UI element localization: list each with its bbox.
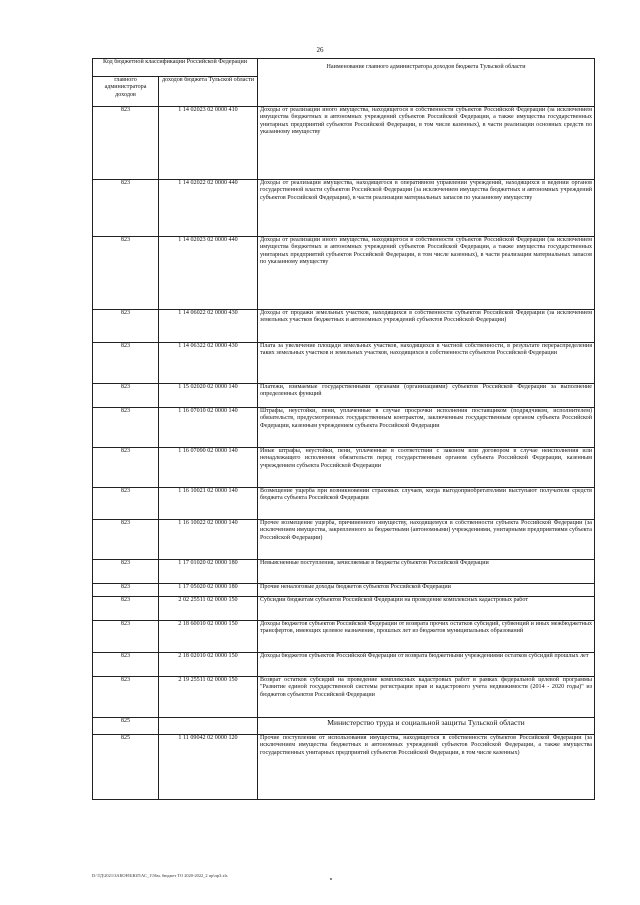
revenue-name-cell: Субсидии бюджетам субъектов Российской Федерации на проведение комплексных кадастровых работ <box>258 597 595 621</box>
revenue-name-cell: Невыясненные поступления, зачисляемые в бюджеты субъектов Российской Федерации <box>258 560 595 584</box>
admin-code-cell: 825 <box>93 718 159 735</box>
table-row <box>93 597 595 621</box>
admin-code-cell: 823 <box>93 384 159 408</box>
revenue-name-cell: Штрафы, неустойки, пени, уплаченные в случае просрочки исполнения поставщиком (подрядчиком, исполнителем) обязательств, предусмотренных государственным контрактом, заключенным государственным органом субъекта Российской Федерации, казенным учреждением субъекта Российской Федерации <box>258 408 595 448</box>
table-row <box>93 584 595 597</box>
budget-code-cell: 1 16 07090 02 0000 140 <box>159 448 258 488</box>
budget-code-cell: 1 11 09042 02 0000 120 <box>159 735 258 800</box>
budget-code-cell: 1 16 10021 02 0000 140 <box>159 488 258 520</box>
budget-code-cell: 2 18 02010 02 0000 150 <box>159 653 258 677</box>
revenue-name-cell: Доходы бюджетов субъектов Российской Федерации от возврата прочих остатков субсидий, субвенций и иных межбюджетных трансфертов, имеющих целевое назначение, прошлых лет из бюджетов муниципальных образований <box>258 621 595 653</box>
revenue-name-cell: Доходы от реализации имущества, находящегося в оперативном управлении учреждений, находящихся в ведении органов государственной власти субъектов Российской Федерации (за исключением имущества бюджетных и автономных учреждений субъектов Российской Федерации), в части реализации материальных запасов по указанному имуществу <box>258 180 595 237</box>
table-row <box>93 384 595 408</box>
admin-code-cell: 823 <box>93 180 159 237</box>
revenue-name-cell: Прочие неналоговые доходы бюджетов субъектов Российской Федерации <box>258 584 595 597</box>
revenue-name-cell: Возврат остатков субсидий на проведение комплексных кадастровых работ в рамках федеральной целевой программы "Развитие единой государственной системы регистрации прав и кадастрового учета недвижимости (2014 - 2020 годы)" из бюджетов субъектов Российской Федерации <box>258 677 595 718</box>
admin-code-cell: 823 <box>93 560 159 584</box>
admin-code-cell: 823 <box>93 621 159 653</box>
budget-code-cell: 1 14 02023 02 0000 440 <box>159 237 258 310</box>
organization-name-cell: Министерство труда и социальной защиты Тульской области <box>258 718 595 735</box>
revenue-name-cell: Платежи, взимаемые государственными органами (организациями) субъектов Российской Федерации за выполнение определенных функций <box>258 384 595 408</box>
budget-code-cell: 1 17 01020 02 0000 180 <box>159 560 258 584</box>
table-row <box>93 107 595 180</box>
admin-code-cell: 823 <box>93 653 159 677</box>
table-row <box>93 560 595 584</box>
table-row <box>93 718 595 735</box>
revenue-name-cell: Доходы от реализации иного имущества, находящегося в собственности субъектов Российской Федерации (за исключением имущества бюджетных и автономных учреждений субъектов Российской Федерации, а также имущества государственных унитарных предприятий субъектов Российской Федерации, в том числе казенных), в части реализации материальных запасов по указанному имуществу <box>258 237 595 310</box>
budget-code-cell <box>159 718 258 735</box>
revenue-name-cell: Плата за увеличение площади земельных участков, находящихся в частной собственности, в результате перераспределения таких земельных участков и земельных участков, находящихся в собственности субъектов Российской Федерации <box>258 343 595 384</box>
budget-code-cell: 1 14 02023 02 0000 410 <box>159 107 258 180</box>
budget-code-cell: 1 14 02022 02 0000 440 <box>159 180 258 237</box>
table-row <box>93 448 595 488</box>
budget-code-cell: 1 16 07010 02 0000 140 <box>159 408 258 448</box>
revenue-name-cell: Прочее возмещение ущерба, причиненного имуществу, находящемуся в собственности субъекта Российской Федерации (за исключением имущества, закрепленного за бюджетными (автономными) учреждениями, унитарными предприятиями субъекта Российской Федерации) <box>258 520 595 560</box>
admin-code-cell: 823 <box>93 107 159 180</box>
table-row <box>93 653 595 677</box>
admin-code-cell: 823 <box>93 677 159 718</box>
table-row <box>93 343 595 384</box>
admin-code-cell: 823 <box>93 448 159 488</box>
table-header-row-1 <box>93 59 595 77</box>
footer-dot <box>330 878 332 880</box>
table-row <box>93 237 595 310</box>
budget-code-cell: 1 16 10022 02 0000 140 <box>159 520 258 560</box>
admin-code-cell: 823 <box>93 310 159 343</box>
page-number: 26 <box>316 46 324 54</box>
file-path-footer: D:\ТД\2021\ЗАКОН\БЮЛ\АС_1\56м, бюджет ТО 2020-2022_2 пр\пр3.xls <box>92 873 228 878</box>
table-row <box>93 520 595 560</box>
budget-code-cell: 1 15 02020 02 0000 140 <box>159 384 258 408</box>
revenue-name-cell: Иные штрафы, неустойки, пени, уплаченные в соответствии с законом или договором в случае неисполнения или ненадлежащего исполнения обязательств перед государственным органом субъекта Российской Федерации, казенным учреждением субъекта Российской Федерации <box>258 448 595 488</box>
table-row <box>93 408 595 448</box>
table-row <box>93 488 595 520</box>
revenue-name-cell: Доходы от продажи земельных участков, находящихся в собственности субъектов Российской Федерации (за исключением земельных участков бюджетных и автономных учреждений субъектов Российской Федерации) <box>258 310 595 343</box>
admin-code-cell: 823 <box>93 237 159 310</box>
revenue-name-cell: Доходы от реализации иного имущества, находящегося в собственности субъектов Российской Федерации (за исключением имущества бюджетных и автономных учреждений субъектов Российской Федерации, а также имущества государственных унитарных предприятий субъектов Российской Федерации, в том числе казенных), в части реализации основных средств по указанному имуществу <box>258 107 595 180</box>
admin-code-cell: 823 <box>93 488 159 520</box>
budget-code-cell: 2 19 25511 02 0000 150 <box>159 677 258 718</box>
admin-code-cell: 823 <box>93 584 159 597</box>
budget-code-cell: 1 17 05020 02 0000 180 <box>159 584 258 597</box>
admin-code-cell: 825 <box>93 735 159 800</box>
revenue-name-cell: Прочие поступления от использования имущества, находящегося в собственности субъектов Российской Федерации (за исключением имущества бюджетных и автономных учреждений субъектов Российской Федерации, а также имущества государственных унитарных предприятий субъектов Российской Федерации, в том числе казенных) <box>258 735 595 800</box>
table-row <box>93 735 595 800</box>
table-row <box>93 621 595 653</box>
budget-class-code-header: Код бюджетной классификации Российской Федерации <box>93 59 258 77</box>
admin-code-cell: 823 <box>93 408 159 448</box>
budget-code-cell: 1 14 06022 02 0000 430 <box>159 310 258 343</box>
budget-code-cell: 2 02 25511 02 0000 150 <box>159 597 258 621</box>
table-row <box>93 180 595 237</box>
budget-revenue-header: доходов бюджета Тульской области <box>159 77 258 107</box>
revenue-admin-table <box>92 58 595 800</box>
admin-code-cell: 823 <box>93 520 159 560</box>
table-row <box>93 677 595 718</box>
budget-code-cell: 1 14 06322 02 0000 430 <box>159 343 258 384</box>
revenue-name-cell: Доходы бюджетов субъектов Российской Федерации от возврата бюджетными учреждениями остатков субсидий прошлых лет <box>258 653 595 677</box>
table-row <box>93 310 595 343</box>
admin-code-cell: 823 <box>93 343 159 384</box>
budget-code-cell: 2 18 60010 02 0000 150 <box>159 621 258 653</box>
revenue-name-cell: Возмещение ущерба при возникновении страховых случаев, когда выгодоприобретателями выступают получатели средств бюджета субъекта Российской Федерации <box>258 488 595 520</box>
chief-admin-header: главного администратора доходов <box>93 77 159 107</box>
admin-code-cell: 823 <box>93 597 159 621</box>
name-column-header: Наименование главного администратора доходов бюджета Тульской области <box>258 59 595 107</box>
